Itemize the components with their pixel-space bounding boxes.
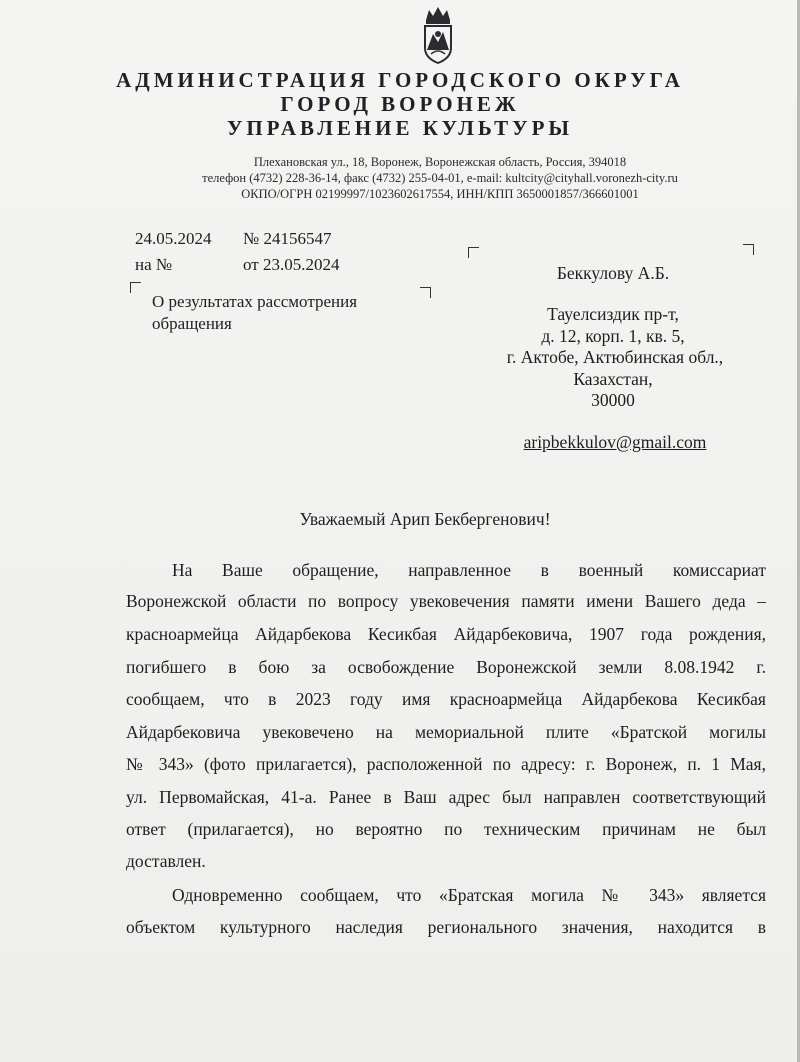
subject-corner-left: [130, 282, 141, 293]
org-name-line-1: АДМИНИСТРАЦИЯ ГОРОДСКОГО ОКРУГА: [116, 68, 684, 92]
body-line: сообщаем, что в 2023 году имя красноармейца Айдарбекова Кесикбая: [126, 689, 766, 709]
org-address: Плехановская ул., 18, Воронеж, Воронежская область, Россия, 394018: [253, 155, 627, 169]
body-line: ответ (прилагается), но вероятно по техническим причинам не был: [126, 819, 766, 839]
subject-line-2: обращения: [152, 314, 232, 333]
body-line: Воронежской области по вопросу увековечения памяти имени Вашего деда –: [126, 591, 766, 611]
letter-number: № 24156547: [243, 229, 332, 248]
body-line: № 343» (фото прилагается), расположенной по адресу: г. Воронеж, п. 1 Мая,: [126, 754, 766, 774]
body-line: Айдарбековича увековечено на мемориальной плите «Братской могилы: [126, 722, 766, 742]
org-name-line-2: ГОРОД ВОРОНЕЖ: [280, 92, 520, 116]
org-name-line-3: УПРАВЛЕНИЕ КУЛЬТУРЫ: [226, 116, 574, 140]
recipient-building: д. 12, корп. 1, кв. 5,: [541, 326, 685, 346]
recipient-email: aripbekkulov@gmail.com: [523, 432, 707, 452]
body-line: На Ваше обращение, направленное в военный комиссариат: [172, 560, 766, 580]
subject-line-1: О результатах рассмотрения: [152, 292, 358, 311]
reference-label: на №: [135, 255, 173, 274]
body-line: Одновременно сообщаем, что «Братская могила № 343» является: [172, 885, 766, 905]
recipient-corner-right: [743, 244, 754, 255]
body-line: объектом культурного наследия регионального значения, находится в: [126, 917, 766, 937]
org-contacts: телефон (4732) 228-36-14, факс (4732) 255-04-01, e-mail: kultcity@cityhall.voronezh-city.ru: [202, 171, 678, 185]
recipient-corner-left: [468, 247, 479, 258]
recipient-street: Тауелсиздик пр-т,: [547, 304, 679, 324]
letter-date: 24.05.2024: [135, 229, 212, 248]
recipient-postcode: 30000: [591, 390, 635, 410]
org-registry: ОКПО/ОГРН 02199997/1023602617554, ИНН/КПП 3650001857/366601001: [241, 187, 639, 201]
recipient-name: Беккулову А.Б.: [556, 263, 670, 283]
body-line: красноармейца Айдарбекова Кесикбая Айдарбековича, 1907 года рождения,: [126, 624, 766, 644]
body-line: ул. Первомайская, 41-а. Ранее в Ваш адрес был направлен соответствующий: [126, 787, 766, 807]
body-line: доставлен.: [126, 851, 206, 871]
greeting: Уважаемый Арип Бекбергенович!: [299, 509, 551, 529]
recipient-country: Казахстан,: [573, 369, 653, 389]
reference-date: от 23.05.2024: [243, 255, 340, 274]
subject-corner-right: [420, 287, 431, 298]
recipient-city: г. Актобе, Актюбинская обл.,: [506, 347, 724, 367]
body-line: погибшего в бою за освобождение Воронежской земли 8.08.1942 г.: [126, 657, 766, 677]
city-coat-of-arms-emblem: [417, 4, 459, 66]
